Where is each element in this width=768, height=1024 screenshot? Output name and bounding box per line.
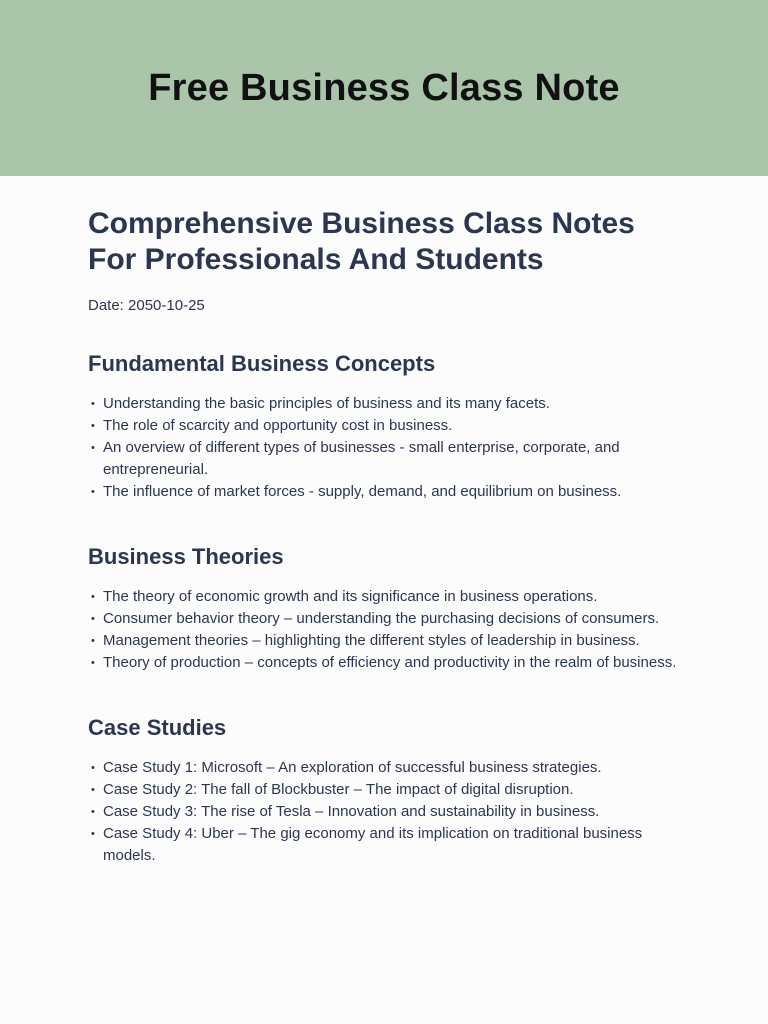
- bullet-list: [88, 393, 680, 503]
- section-case-studies: [88, 714, 680, 867]
- list-item: • An overview of different types of businesses - small enterprise, corporate, and entrepreneurial.: [88, 437, 680, 481]
- document-date: Date: 2050-10-25: [88, 297, 205, 314]
- section-fundamental-business-concepts: [88, 350, 680, 503]
- list-item: • Theory of production – concepts of efficiency and productivity in the realm of business.: [88, 652, 680, 674]
- document-title: Comprehensive Business Class Notes For Professionals And Students: [88, 207, 635, 276]
- header-banner: [0, 0, 768, 176]
- section-heading: Fundamental Business Concepts: [88, 351, 436, 376]
- section-business-theories: [88, 543, 680, 674]
- list-item: • The influence of market forces - supply, demand, and equilibrium on business.: [88, 481, 680, 503]
- list-item: • Management theories – highlighting the different styles of leadership in business.: [88, 630, 680, 652]
- list-item: • Case Study 3: The rise of Tesla – Innovation and sustainability in business.: [88, 801, 680, 823]
- section-heading: Case Studies: [88, 715, 227, 740]
- document-body: [0, 176, 768, 867]
- list-item: • Understanding the basic principles of business and its many facets.: [88, 393, 680, 415]
- list-item: • The role of scarcity and opportunity cost in business.: [88, 415, 680, 437]
- list-item: • The theory of economic growth and its significance in business operations.: [88, 586, 680, 608]
- bullet-list: [88, 757, 680, 867]
- list-item: • Case Study 2: The fall of Blockbuster – The impact of digital disruption.: [88, 779, 680, 801]
- section-heading: Business Theories: [88, 544, 284, 569]
- list-item: • Case Study 4: Uber – The gig economy and its implication on traditional business models.: [88, 823, 680, 867]
- list-item: • Consumer behavior theory – understanding the purchasing decisions of consumers.: [88, 608, 680, 630]
- bullet-list: [88, 586, 680, 674]
- list-item: • Case Study 1: Microsoft – An exploration of successful business strategies.: [88, 757, 680, 779]
- banner-title: Free Business Class Note: [148, 66, 620, 109]
